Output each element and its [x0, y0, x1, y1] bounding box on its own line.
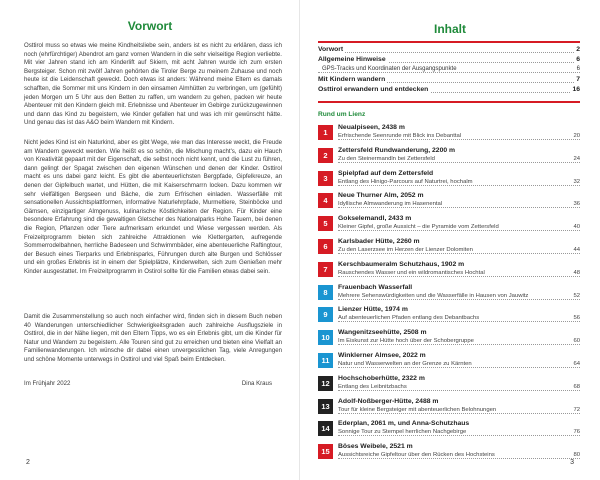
toc-entry[interactable]: [318, 45, 580, 55]
tour-entry[interactable]: [318, 305, 580, 328]
tour-page: 44: [573, 246, 580, 253]
leader-dots: [338, 276, 580, 277]
tour-entry[interactable]: [318, 260, 580, 283]
tour-entry[interactable]: [318, 442, 580, 465]
tour-description: [338, 384, 580, 392]
tour-description: [338, 156, 580, 164]
tour-description-text: Idyllische Almwanderung im Hasenental: [338, 201, 443, 208]
page-number-left: 2: [26, 459, 30, 466]
tour-page: 24: [573, 155, 580, 162]
toc-entry-page: 16: [572, 86, 580, 93]
tour-title: Adolf-Noßberger-Hütte, 2488 m: [338, 397, 439, 405]
paragraph-text: Nicht jedes Kind ist ein Naturkind, aber es gibt Wege, wie man das Interesse weckt, die Freude am Wandern geweckt werden. Wie heißt es so schön, die Mischung macht's, dazu ein Hauch von Kreativität gepaart mit der Eigenschaft, die selbst noch nicht kennt, und die Lust zu führen, dann gelingt der Spagat zwischen den eigenen Wünschen und denen der Kinder. Osttirol macht es uns dabei ganz leicht. Es gibt die abenteuerlichsten Bergpfade, Gipfelkreuze, an denen der Gipfelbuch wartet, und Hütten, die mit Kaiserschmarrn locken. Dazu kommen wir sehr vielfältigen Bergseen und Bäche, die zum Erfrischen einladen. Wasserfälle mit sensationellen Aussichtsplattformen, informative Naturlehrpfade, Murmeltiere, Steinböcke und Gämsen, einzigartiger Almgenuss, kulinarische Köstlichkeiten der Region. Für Kinder eine besondere Erfahrung sind die gewaltigen Gletscher des Nationalparks Hohe Tauern, bei denen die Region, Pflanzen oder Tiere aufmerksam erkundet und Wiese vergessen werden. Als Freizeitprogramm bieten sich zahlreiche Attraktionen wie Klettergarten, aufregende Sommerrodelbahnen, herrliche Badeseen und Schwimmbäder, eine abenteuerliche Raftingtour, der Besuch eines Tierparks und Erlebnisparks, Führungen durch alte Burgen und Schlösser und ein großes Erlebnis ist in einem der Spielplätze, Kinderwelten, sich zum Genießen mehr Kinder ausgestattet. Im Freizeitprogramm in Ostirol sollte für die Familien etwas dabei sein.: [24, 139, 282, 275]
tour-page: 80: [573, 452, 580, 459]
tour-page: 72: [573, 406, 580, 413]
tour-title: Frauenbach Wasserfall: [338, 283, 413, 291]
leader-dots: [338, 458, 580, 459]
tour-description: [338, 338, 580, 346]
tour-number-badge: 4: [318, 193, 333, 208]
tour-description: [338, 361, 580, 369]
tour-entry[interactable]: [318, 169, 580, 192]
tour-description: [338, 224, 580, 232]
tour-title: Neualpiseen, 2438 m: [338, 124, 405, 131]
leader-dots: [338, 321, 580, 322]
tour-entry[interactable]: [318, 351, 580, 374]
tour-title: Karlsbader Hütte, 2260 m: [338, 237, 420, 245]
leader-dots: [338, 207, 580, 208]
tour-entry[interactable]: [318, 419, 580, 442]
right-page: [300, 0, 600, 480]
tour-description-text: Auf abenteuerlichen Pfaden entlang des Debantbachs: [338, 315, 480, 322]
preface-paragraph-1: [24, 42, 282, 128]
tour-title: Wangenitzseehütte, 2508 m: [338, 329, 427, 337]
leader-dots: [338, 253, 580, 254]
tour-number-badge: 11: [318, 353, 333, 368]
leader-dots: [338, 367, 580, 368]
signoff-author: Dina Kraus: [241, 380, 272, 387]
tour-title: Zettersfeld Rundwanderung, 2200 m: [338, 146, 456, 154]
tour-title: Winklerner Almsee, 2022 m: [338, 351, 426, 359]
tour-description-text: Tour für kleine Bergsteiger mit abenteuerlichen Belohnungen: [338, 406, 497, 413]
toc-entry-label: Vorwort: [318, 46, 344, 53]
tour-page: 36: [573, 201, 580, 208]
tour-entry[interactable]: [318, 146, 580, 169]
page-number-right: 3: [570, 459, 574, 466]
tour-number-badge: 7: [318, 262, 333, 277]
toc-entry-label: Osttirol erwandern und entdecken: [318, 86, 429, 93]
toc-general: [318, 45, 580, 95]
tour-title: Spielpfad auf dem Zettersfeld: [338, 169, 434, 177]
leader-dots: [338, 139, 580, 140]
tour-description-text: Entlang des Hinigo-Parcours auf Naturtrei, hochalm: [338, 178, 473, 185]
tour-entry[interactable]: [318, 123, 580, 146]
leader-dots: [338, 390, 580, 391]
tour-description-text: Im Eiskunst zur Hütte hoch über der Schobergruppe: [338, 338, 474, 345]
tour-title: Böses Weibele, 2521 m: [338, 443, 413, 451]
tour-number-badge: 2: [318, 148, 333, 163]
tour-page: 56: [573, 315, 580, 322]
toc-entry[interactable]: [318, 75, 580, 85]
tour-entry[interactable]: [318, 283, 580, 306]
tour-title: Hochschoberhütte, 2322 m: [338, 374, 425, 382]
tour-page: 48: [573, 269, 580, 276]
toc-entry-label: Allgemeine Hinweise: [318, 56, 386, 63]
tour-description-text: Rauschendes Wasser und ein wildromantisches Hochtal: [338, 269, 485, 276]
tour-description: [338, 452, 580, 460]
tour-title: Ederplan, 2061 m, und Anna-Schutzhaus: [338, 420, 470, 428]
tour-description: [338, 270, 580, 278]
tour-number-badge: 1: [318, 125, 333, 140]
tour-page: 52: [573, 292, 580, 299]
toc-rule-top: [318, 41, 580, 43]
preface-paragraph-3: [24, 313, 282, 365]
tour-description: [338, 179, 580, 187]
tour-title: Gokselemandl, 2433 m: [338, 215, 412, 223]
leader-dots: [338, 185, 580, 186]
tour-title: Neue Thurner Alm, 2052 m: [338, 192, 424, 200]
tour-entry[interactable]: [318, 237, 580, 260]
tour-description: [338, 429, 580, 437]
tour-page: 20: [573, 133, 580, 139]
paragraph-text: Osttirol muss so etwas wie meine Kindheitsliebe sein, anders ist es nicht zu erklären, dass ich noch (ehrfürchtiger) Abendrot am ganz vornen Wandern in die sehr vielseitige Region verliebte. Mit vier Jahren stand ich am Kinderlift auf Skiern, mit acht Jahren wurde ich zum ersten Bergsteiger. Schon mit zwölf Jahren gehörten die Tiroler Berge zu meinem Zuhause und noch heute ist die Leidenschaft geweckt. Doch etwas ist anders: Während meine Eltern es damals schafften, die Sommer mit uns Kindern in den einsamen Almhütten zu verbringen, um (gefühlt) jeden Morgen um 5 Uhr aus den Betten zu raffen, um wandern zu gehen, packen wir heute Abenteuer mit den Kindern gleich mit. Erlebnisse und Abenteuer im Gebirge zurückzugewinnen und dann das Kind zu begeistern, wie Kinder gefallen hat und was ich mir gewünscht hätte. Und genau das ist das A&O beim Wandern mit Kindern.: [24, 42, 282, 127]
leader-dots: [338, 299, 580, 300]
tour-description-text: Zu den Laserzsee im Herzen der Lienzer Dolomiten: [338, 246, 473, 253]
tour-number-badge: 12: [318, 376, 333, 391]
tour-description-text: Mehrere Sehenswürdigkeiten und die Wasserfälle in Hausen von Jauwitz: [338, 292, 529, 299]
toc-entry-page: 6: [576, 66, 580, 72]
tour-number-badge: 3: [318, 171, 333, 186]
tour-number-badge: 8: [318, 285, 333, 300]
toc-entry[interactable]: [318, 85, 580, 95]
tour-title: Lienzer Hütte, 1974 m: [338, 306, 408, 314]
tour-number-badge: 6: [318, 239, 333, 254]
tour-description: [338, 407, 580, 415]
tour-page: 40: [573, 224, 580, 231]
tour-description-text: Erfrischende Seenrunde mit Blick ins Debanttal: [338, 133, 462, 139]
toc-entry[interactable]: [318, 55, 580, 65]
tour-number-badge: 14: [318, 421, 333, 436]
leader-dots: [338, 230, 580, 231]
tour-description-text: Natur und Wasserwelten an der Grenze zu Kärnten: [338, 360, 472, 367]
preface-heading: Vorwort: [127, 19, 173, 33]
toc-rule-bottom: [318, 101, 580, 103]
tour-description-text: Sonnige Tour zu Stempel herrlichen Nachgebirge: [338, 429, 467, 436]
toc-entry-label: Mit Kindern wandern: [318, 76, 386, 83]
tour-entry[interactable]: [318, 191, 580, 214]
tour-description: [338, 133, 580, 141]
tour-entry[interactable]: [318, 328, 580, 351]
paragraph-text: Damit die Zusammenstellung so auch noch einfacher wird, finden sich in diesem Buch neben 40 Wanderungen unterschiedlicher Schwierigkeitsgraden auch zahlreiche Ausflugsziele in Osttirol, die in der Nähe liegen, mit den Eltern Tipps, wo es ein Erlebnis gibt, um die Kinder für Natur und Wandern zu begeistern. Alle Touren sind gut zu erreichen und bieten eine Vielfalt an Familienwanderungen. Ich wünsche dir dabei einen unvergesslichen Tag, viele Anregungen und schöne Momente unterwegs in Osttirol und viel Spaß beim Entdecken.: [24, 313, 282, 363]
tour-title: Kerschbaumeralm Schutzhaus, 1902 m: [338, 260, 465, 268]
tour-number-badge: 10: [318, 330, 333, 345]
tour-page: 76: [573, 429, 580, 436]
tour-number-badge: 9: [318, 307, 333, 322]
tour-description: [338, 315, 580, 323]
leader-dots: [318, 52, 580, 53]
tour-description-text: Kleiner Gipfel, große Aussicht – die Pyramide vom Zettersfeld: [338, 224, 499, 231]
tour-entry[interactable]: [318, 214, 580, 237]
contents-heading: Inhalt: [434, 22, 466, 36]
toc-entry-page: 2: [576, 46, 580, 53]
preface-paragraph-2: [24, 139, 282, 277]
toc-entry-page: 7: [576, 76, 580, 83]
leader-dots: [338, 162, 580, 163]
tour-number-badge: 13: [318, 399, 333, 414]
leader-dots: [338, 435, 580, 436]
toc-entry-label: GPS-Tracks und Koordinaten der Ausgangspunkte: [322, 66, 457, 72]
signoff-date: Im Frühjahr 2022: [24, 380, 71, 387]
tour-entry[interactable]: [318, 397, 580, 420]
tour-description-text: Zu den Steinermandln bei Zettersfeld: [338, 155, 435, 162]
leader-dots: [318, 72, 580, 73]
tour-description: [338, 293, 580, 301]
toc-entry[interactable]: [318, 65, 580, 75]
tour-page: 68: [573, 383, 580, 390]
tour-list: [318, 123, 580, 465]
section-label: Rund um Lienz: [318, 111, 366, 118]
tour-page: 64: [573, 360, 580, 367]
tour-description-text: Entlang des Leibnitzbachs: [338, 383, 407, 390]
leader-dots: [338, 413, 580, 414]
tour-page: 32: [573, 178, 580, 185]
tour-number-badge: 15: [318, 444, 333, 459]
tour-number-badge: 5: [318, 216, 333, 231]
tour-entry[interactable]: [318, 374, 580, 397]
leader-dots: [338, 344, 580, 345]
tour-description-text: Aussichtsreiche Gipfeltour über den Rücken des Hochsteins: [338, 452, 495, 459]
tour-page: 60: [573, 338, 580, 345]
tour-description: [338, 201, 580, 209]
toc-entry-page: 6: [576, 56, 580, 63]
tour-description: [338, 247, 580, 255]
